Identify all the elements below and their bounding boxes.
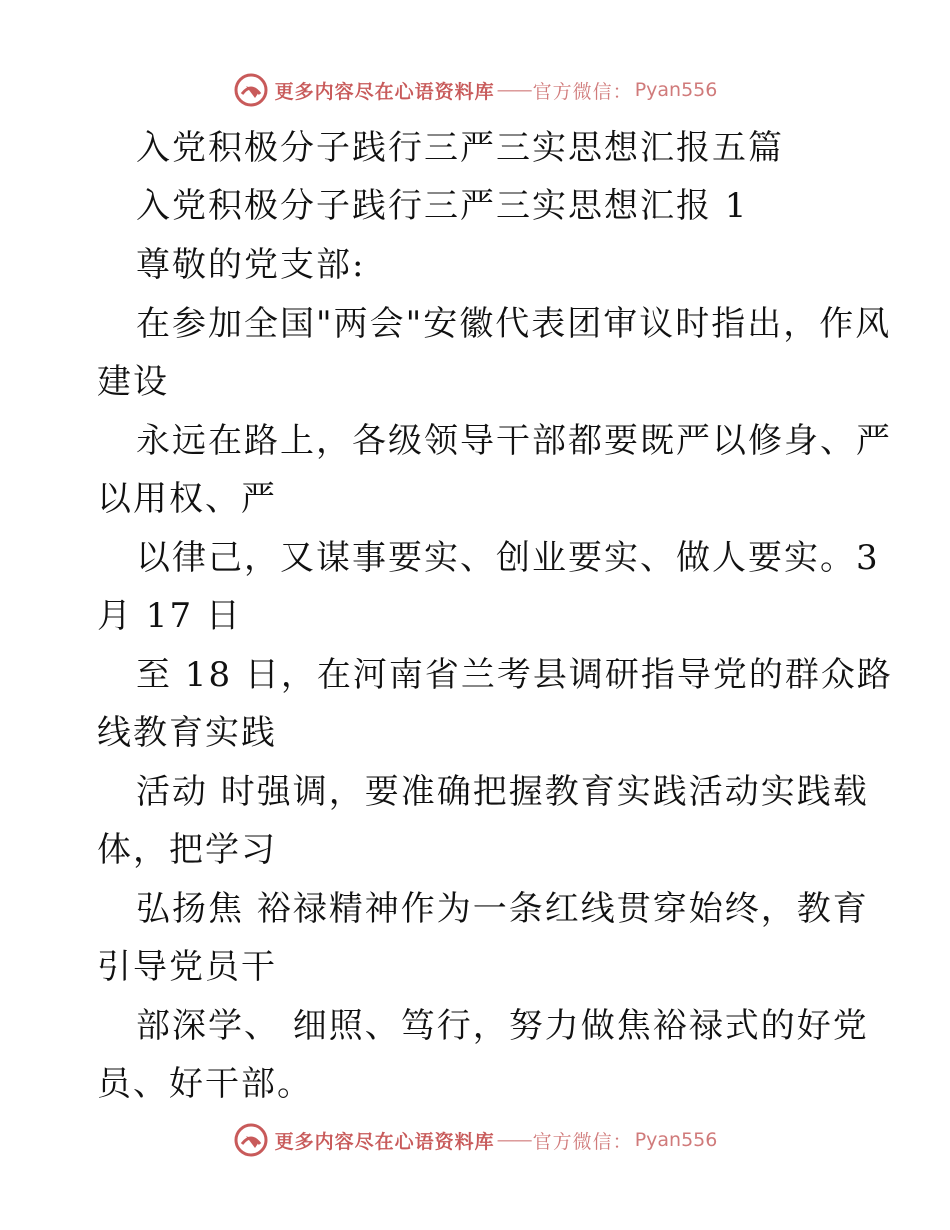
- paragraph-line: 月 17 日: [97, 596, 242, 636]
- paragraph-line: 永远在路上，各级领导干部都要既严以修身、严: [136, 421, 892, 461]
- paragraph-line: 至 18 日，在河南省兰考县调研指导党的群众路: [136, 655, 893, 695]
- paragraph-line: 部深学、 细照、笃行，努力做焦裕禄式的好党: [136, 1006, 869, 1046]
- paragraph-line: 引导党员干: [97, 947, 277, 987]
- book-logo-icon: [233, 1122, 269, 1158]
- book-logo-icon: [233, 72, 269, 108]
- site-name: 更多内容尽在心语资料库: [274, 80, 495, 103]
- wechat-account: Pyan556: [634, 79, 718, 101]
- banner-dash: ——: [496, 1129, 531, 1151]
- wechat-label: 官方微信：: [532, 80, 633, 103]
- paragraph-line: 建设: [97, 362, 169, 402]
- paragraph-line: 员、好干部。: [97, 1064, 313, 1104]
- paragraph-line: 以律己，又谋事要实、创业要实、做人要实。3: [136, 538, 880, 578]
- document-subtitle: 入党积极分子践行三严三实思想汇报 1: [136, 186, 749, 226]
- site-name: 更多内容尽在心语资料库: [274, 1130, 495, 1153]
- footer-banner: [0, 1120, 950, 1160]
- greeting: 尊敬的党支部:: [136, 245, 366, 285]
- wechat-label: 官方微信：: [532, 1130, 633, 1153]
- paragraph-line: 以用权、严: [97, 479, 277, 519]
- paragraph-line: 线教育实践: [97, 713, 277, 753]
- wechat-account: Pyan556: [634, 1129, 718, 1151]
- document-title: 入党积极分子践行三严三实思想汇报五篇: [136, 128, 784, 168]
- paragraph-line: 弘扬焦 裕禄精神作为一条红线贯穿始终，教育: [136, 889, 869, 929]
- banner-dash: ——: [496, 79, 531, 101]
- paragraph-line: 在参加全国"两会"安徽代表团审议时指出，作风: [136, 304, 892, 344]
- paragraph-line: 体，把学习: [97, 830, 277, 870]
- paragraph-line: 活动 时强调，要准确把握教育实践活动实践载: [136, 772, 869, 812]
- header-banner: [0, 70, 950, 110]
